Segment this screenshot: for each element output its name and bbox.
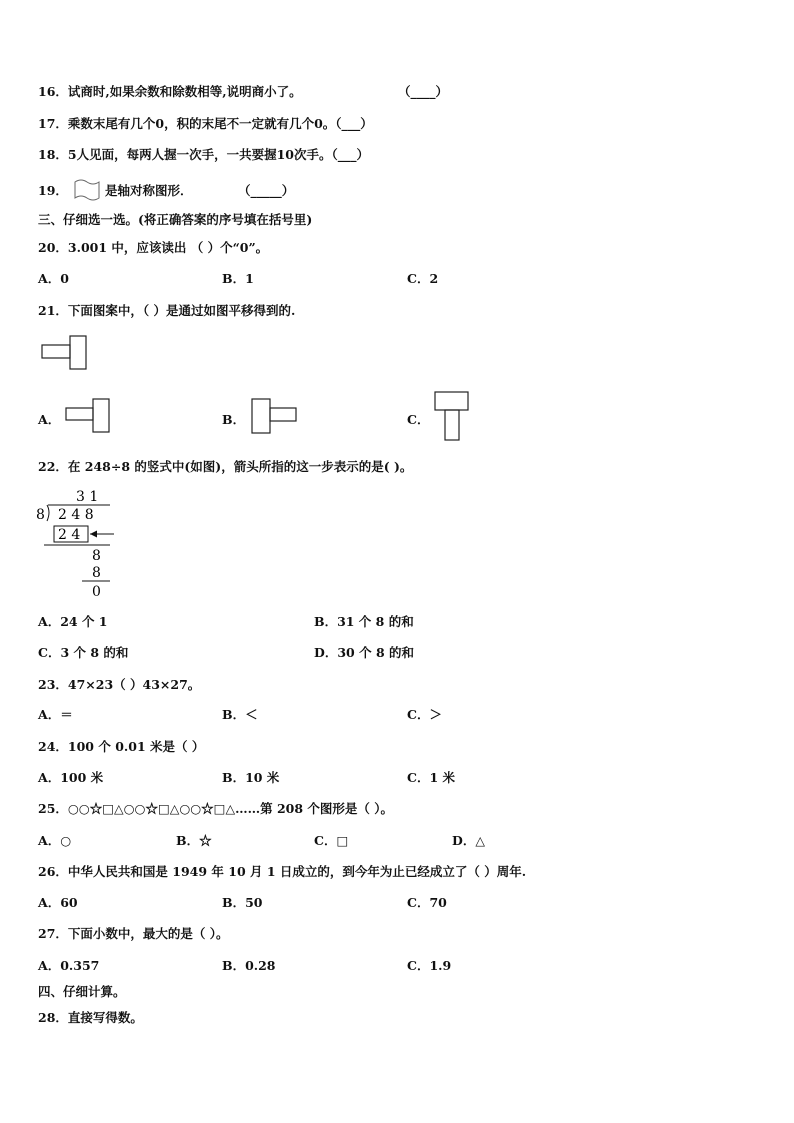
q21-option-c-figure [433, 390, 473, 444]
answer-blank-16[interactable]: （____） [398, 84, 449, 99]
q23-option-a[interactable]: A．＝ [38, 707, 73, 722]
q22-option-b[interactable]: B．31 个 8 的和 [314, 614, 414, 629]
question-25: 25．○○☆□△○○☆□△○○☆□△……第 208 个图形是（ ）。 [38, 801, 394, 816]
q24-option-c[interactable]: C．1 米 [407, 770, 455, 785]
question-22: 22．在 248÷8 的竖式中(如图)，箭头所指的这一步表示的是( )。 [38, 459, 413, 474]
division-step-8: 8 [92, 548, 101, 564]
q25-option-b[interactable]: B．☆ [176, 833, 212, 848]
question-19-number: 19． [38, 183, 68, 198]
q24-option-b[interactable]: B．10 米 [222, 770, 280, 785]
q21-option-a[interactable]: A． [38, 412, 61, 427]
q26-option-a[interactable]: A．60 [38, 895, 78, 910]
q26-option-c[interactable]: C．70 [407, 895, 447, 910]
division-step-8-sub: 8 [92, 565, 101, 581]
section-4-heading: 四、仔细计算。 [38, 984, 126, 999]
q27-option-c[interactable]: C．1.9 [407, 958, 452, 973]
long-division-figure [30, 484, 130, 602]
q21-option-a-figure [64, 397, 114, 435]
q25-option-c[interactable]: C．□ [314, 833, 349, 848]
q27-option-a[interactable]: A．0.357 [38, 958, 100, 973]
q25-option-d[interactable]: D．△ [452, 833, 485, 848]
division-step-24: 2 4 [58, 527, 81, 543]
question-21: 21．下面图案中，（ ）是通过如图平移得到的. [38, 303, 296, 318]
q24-option-a[interactable]: A．100 米 [38, 770, 104, 785]
q20-option-a[interactable]: A．0 [38, 271, 69, 286]
question-26: 26．中华人民共和国是 1949 年 10 月 1 日成立的，到今年为止已经成立了（ ）周年. [38, 864, 527, 879]
q22-option-c[interactable]: C．3 个 8 的和 [38, 645, 129, 660]
q20-option-b[interactable]: B．1 [222, 271, 254, 286]
question-18: 18．5人见面，每两人握一次手，一共要握10次手。（___） [38, 147, 369, 162]
question-24: 24．100 个 0.01 米是（ ） [38, 739, 205, 754]
q23-option-b[interactable]: B．＜ [222, 707, 258, 722]
division-dividend: 2 4 8 [58, 507, 94, 523]
q21-option-b-figure [250, 397, 300, 437]
q25-option-a[interactable]: A．○ [38, 833, 72, 848]
question-17: 17．乘数末尾有几个0，积的末尾不一定就有几个0。（___） [38, 116, 373, 131]
section-3-heading: 三、仔细选一选。(将正确答案的序号填在括号里) [38, 212, 313, 227]
wave-flag-figure [72, 178, 102, 202]
question-16: 16．试商时,如果余数和除数相等,说明商小了。 [38, 84, 302, 99]
arrow-icon [90, 531, 97, 538]
q22-option-d[interactable]: D．30 个 8 的和 [314, 645, 414, 660]
question-28: 28．直接写得数。 [38, 1010, 143, 1025]
q21-option-b[interactable]: B． [222, 412, 246, 427]
question-19-text: 是轴对称图形． [105, 183, 193, 198]
q20-option-c[interactable]: C．2 [407, 271, 439, 286]
question-20: 20．3.001 中，应该读出 （ ）个“0”。 [38, 240, 269, 255]
division-quotient: 3 1 [76, 489, 99, 505]
question-23: 23．47×23（ ）43×27。 [38, 677, 201, 692]
question-27: 27．下面小数中，最大的是（ ）。 [38, 926, 229, 941]
q23-option-c[interactable]: C．＞ [407, 707, 442, 722]
division-remainder: 0 [92, 584, 101, 600]
q21-option-c[interactable]: C． [407, 412, 430, 427]
division-divisor: 8 [36, 507, 45, 523]
q26-option-b[interactable]: B．50 [222, 895, 263, 910]
q22-option-a[interactable]: A．24 个 1 [38, 614, 108, 629]
q27-option-b[interactable]: B．0.28 [222, 958, 276, 973]
q21-reference-figure [40, 334, 92, 372]
answer-blank-19[interactable]: （_____） [238, 183, 295, 198]
